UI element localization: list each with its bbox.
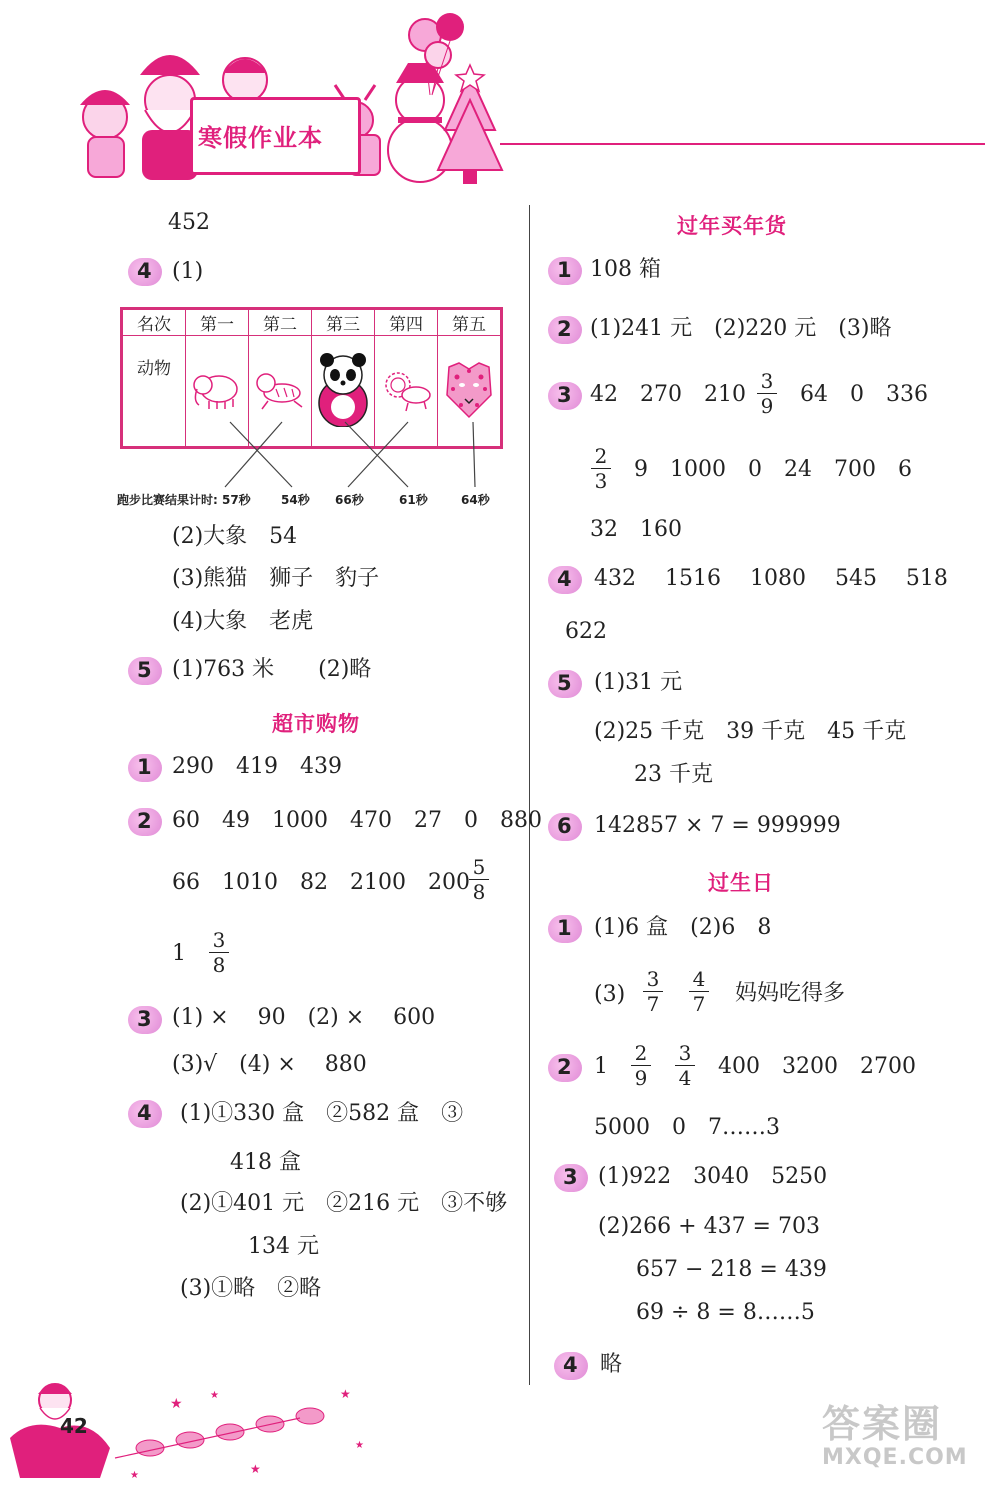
s2-q4-line1: (1)①330 盒 ②582 盒 ③ [180,1101,464,1126]
r1-q4-line2: 622 [565,619,607,644]
r1-q3-line2: 9 1000 0 24 700 6 [634,457,912,482]
race-time: 66秒 [335,493,364,507]
s2-q4-line5: (3)①略 ②略 [180,1276,322,1301]
question-badge: 1 [548,255,582,285]
s2-q2-line3: 1 [172,941,186,966]
svg-text:★: ★ [130,1470,139,1481]
r2-q3-line3: 657 − 218 = 439 [636,1257,827,1282]
r1-q5-line3: 23 千克 [634,762,713,787]
table-header-cell: 第二 [249,309,312,336]
section-title: 超市购物 [272,712,360,736]
r1-q3-line1b: 64 0 336 [800,382,928,407]
r1-q4-line1: 432 1516 1080 545 518 [594,566,948,591]
question-badge: 1 [548,913,582,943]
table-header-cell: 第四 [375,309,438,336]
matching-lines [0,0,530,500]
question-badge: 2 [548,1052,582,1082]
r1-q5-line2: (2)25 千克 39 千克 45 千克 [594,719,907,744]
r2-q1-prefix: (3) [594,982,626,1007]
r1-q2-answer: (1)241 元 (2)220 元 (3)略 [590,316,892,341]
question-badge: 4 [128,256,162,286]
s2-q4-line4: 134 元 [248,1234,319,1259]
s2-q4-line2: 418 盒 [230,1150,301,1175]
left-top-value: 452 [168,210,210,235]
fraction: 5 8 [468,855,490,904]
page-number: 42 [60,1414,88,1438]
fraction: 3 4 [674,1041,696,1090]
watermark-url: MXQE.COM [822,1445,968,1470]
reindeer-row-icon [115,1408,324,1458]
svg-text:★: ★ [250,1462,261,1476]
section-title: 过年买年货 [677,214,787,238]
race-time: 61秒 [399,493,428,507]
fraction: 2 9 [630,1041,652,1090]
question-badge: 5 [548,668,582,698]
question-badge: 6 [548,811,582,841]
q4-part4: (4)大象 老虎 [172,609,314,634]
header-rule [500,143,985,145]
question-badge: 5 [128,655,162,685]
s2-q2-line1: 60 49 1000 470 27 0 880 [172,808,542,833]
question-badge: 2 [128,806,162,836]
svg-text:★: ★ [210,1390,219,1401]
r2-q2-line2: 5000 0 7……3 [594,1115,780,1140]
s2-q3-line2: (3)√ (4) × 880 [172,1052,367,1077]
r2-q4-answer: 略 [600,1352,623,1377]
s2-q3-line1: (1) × 90 (2) × 600 [172,1005,436,1030]
r1-q1-answer: 108 箱 [590,257,661,282]
fraction: 3 9 [756,369,778,418]
question-badge: 3 [548,380,582,410]
q4-part1: (1) [172,259,204,284]
question-badge: 3 [128,1004,162,1034]
r1-q6-answer: 142857 × 7 = 999999 [594,813,841,838]
table-header-cell: 第三 [312,309,375,336]
section-title: 过生日 [708,871,774,895]
r2-q2-whole: 1 [594,1054,608,1079]
race-time: 54秒 [281,493,310,507]
header-title: 寒假作业本 [198,124,323,152]
question-badge: 4 [548,564,582,594]
r2-q3-line2: (2)266 + 437 = 703 [598,1214,820,1239]
question-badge: 1 [128,752,162,782]
race-caption: 跑步比赛结果计时: 57秒 [117,493,251,507]
s2-q1-answer: 290 419 439 [172,754,342,779]
race-time: 64秒 [461,493,490,507]
star-icon [130,1387,364,1481]
svg-text:★: ★ [355,1440,364,1451]
q5-answer: (1)763 米 (2)略 [172,657,372,682]
r2-q1-line1: (1)6 盒 (2)6 8 [594,915,772,940]
r1-q3-line3: 32 160 [590,517,682,542]
fraction: 4 7 [688,967,710,1016]
q4-part3: (3)熊猫 狮子 豹子 [172,566,380,591]
table-row-label: 动物 [122,336,186,448]
question-badge: 3 [554,1162,588,1192]
r1-q5-line1: (1)31 元 [594,670,683,695]
svg-text:★: ★ [170,1396,183,1412]
question-badge: 2 [548,314,582,344]
s2-q2-line2: 66 1010 82 2100 200 [172,870,470,895]
r1-q3-line1a: 42 270 210 [590,382,746,407]
fraction: 3 8 [208,928,230,977]
r2-q1-suffix: 妈妈吃得多 [735,981,846,1006]
r2-q3-line1: (1)922 3040 5250 [598,1164,828,1189]
table-header-cell: 第五 [438,309,502,336]
watermark-logo: 答案圈 [822,1402,943,1446]
r2-q3-line4: 69 ÷ 8 = 8……5 [636,1300,815,1325]
s2-q4-line3: (2)①401 元 ②216 元 ③不够 [180,1191,508,1216]
fraction: 3 7 [642,967,664,1016]
table-header-cell: 第一 [186,309,249,336]
table-header-cell: 名次 [122,309,186,336]
fraction: 2 3 [590,444,612,493]
r2-q2-line1-rest: 400 3200 2700 [718,1054,916,1079]
question-badge: 4 [128,1098,162,1128]
q4-part2: (2)大象 54 [172,524,298,549]
svg-text:★: ★ [340,1387,351,1401]
question-badge: 4 [554,1350,588,1380]
